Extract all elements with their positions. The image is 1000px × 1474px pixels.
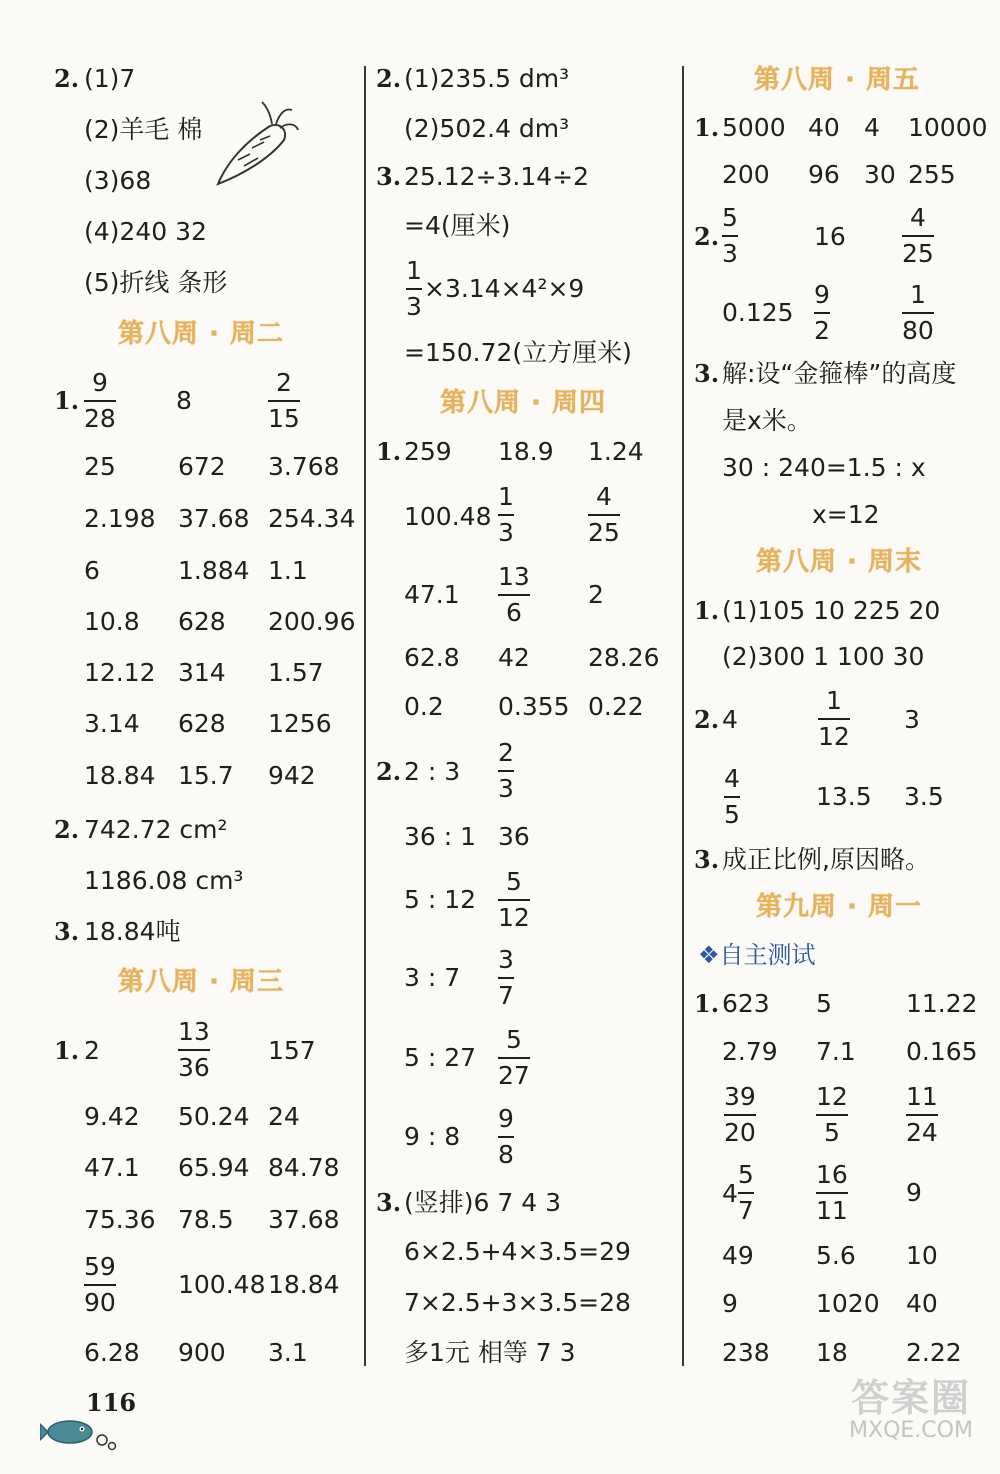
t1-r2-c2: 672 [178, 452, 226, 481]
c3-m1-row2-c1: 2.79 [722, 1037, 778, 1066]
c2-q2-line-a: (1)235.5 dm³ [404, 64, 570, 93]
frac-numerator: 4 [595, 482, 612, 511]
c3-e1-line-b: (2)300 1 100 30 [722, 642, 925, 671]
c3-f2-row2-frac3 [902, 280, 934, 346]
c2-q3-number: 3. [376, 162, 402, 191]
frac-denominator: 3 [498, 518, 514, 547]
c3-f1-row1-c1: 5000 [722, 113, 786, 142]
c3-m1-row4-c3: 9 [906, 1178, 922, 1207]
c3-e2-row1-c1: 4 [722, 705, 738, 734]
frac-numerator: 13 [498, 562, 530, 591]
c2-r1-row4-c2: 42 [498, 643, 530, 672]
t2-number: 2. [54, 815, 80, 844]
t3-number: 3. [54, 917, 80, 946]
c2-r2-row6-ratio: 9 : 8 [404, 1122, 461, 1151]
frac-numerator: 59 [84, 1252, 116, 1281]
c2-r1-row4-c3: 28.26 [588, 643, 660, 672]
c3-m1-row3-frac1 [724, 1082, 756, 1148]
frac-numerator: 13 [178, 1017, 210, 1046]
c3-f2-row1-c2: 16 [814, 222, 846, 251]
c3-f1-number: 1. [694, 113, 720, 142]
c3-m1-row7-c2: 18 [816, 1338, 848, 1367]
frac-denominator: 25 [588, 518, 620, 547]
frac-numerator: 12 [816, 1082, 848, 1111]
mixed-whole: 4 [722, 1178, 738, 1208]
c2-r1-number: 1. [376, 437, 402, 466]
w1-r2-c3: 24 [268, 1102, 300, 1131]
c2-r2-row2-ratio: 36 : 1 [404, 822, 477, 851]
c3-m1-row7-c1: 238 [722, 1338, 770, 1367]
watermark-url: MXQE.COM [849, 1418, 973, 1443]
c3-e2-row2-c3: 3.5 [904, 782, 944, 811]
c3-f3-line-d: x=12 [812, 500, 880, 529]
frac-numerator: 5 [737, 1160, 754, 1189]
w1-r2-c2: 50.24 [178, 1102, 250, 1131]
c3-f2-row1-frac3 [902, 203, 934, 269]
mixed-frac [738, 1160, 754, 1226]
c3-e3-number: 3. [694, 845, 720, 874]
c3-f1-row1-c3: 4 [864, 113, 880, 142]
frac-numerator: 1 [825, 686, 842, 715]
q2-line-5: (5)折线 条形 [84, 268, 228, 297]
w1-r3-c2: 65.94 [178, 1153, 250, 1182]
c2-r1-row5-c1: 0.2 [404, 692, 444, 721]
frac-denominator: 3 [406, 292, 422, 321]
frac-numerator: 11 [906, 1082, 938, 1111]
t1-r3-c3: 254.34 [268, 504, 356, 533]
t1-r5-c2: 628 [178, 607, 226, 636]
w1-r4-c3: 37.68 [268, 1205, 340, 1234]
frac-numerator: 1 [909, 280, 926, 309]
c3-e2-row2-c2: 13.5 [816, 782, 872, 811]
c2-r1-row2-c1: 100.48 [404, 502, 492, 531]
c2-r3-line-d: 多1元 相等 7 3 [404, 1338, 576, 1367]
frac-denominator: 27 [498, 1061, 530, 1090]
w1-r4-c2: 78.5 [178, 1205, 234, 1234]
watermark [826, 1378, 996, 1466]
c2-r3-number: 3. [376, 1188, 402, 1217]
c3-m1-row5-c2: 5.6 [816, 1241, 856, 1270]
c2-q3-line-d: =150.72(立方厘米) [404, 338, 632, 367]
t1-r6-c3: 1.57 [268, 658, 324, 687]
t1-r6-c1: 12.12 [84, 658, 156, 687]
c3-f1-row2-c4: 255 [908, 160, 956, 189]
frac-numerator: 5 [505, 1025, 522, 1054]
c3-f1-row1-c4: 10000 [908, 113, 988, 142]
frac-denominator: 5 [724, 800, 740, 829]
w1-r5-c2: 100.48 [178, 1270, 266, 1299]
c3-f3-line-b: 是x米。 [722, 406, 812, 435]
t1-r6-c2: 314 [178, 658, 226, 687]
c2-q3-line-c: ×3.14×4²×9 [424, 274, 585, 303]
t1-r3-c1: 2.198 [84, 504, 156, 533]
c3-m1-row6-c3: 40 [906, 1289, 938, 1318]
c3-f2-row2-c1: 0.125 [722, 298, 794, 327]
w1-r1-c1: 2 [84, 1036, 100, 1065]
c2-r1-row4-c1: 62.8 [404, 643, 460, 672]
c2-r1-row3-c3: 2 [588, 580, 604, 609]
c3-e2-row1-frac2 [818, 686, 850, 752]
c2-r1-row5-c3: 0.22 [588, 692, 644, 721]
t1-r4-c1: 6 [84, 556, 100, 585]
c3-f1-row2-c3: 30 [864, 160, 896, 189]
t1-r7-c2: 628 [178, 709, 226, 738]
frac-numerator: 2 [498, 738, 514, 767]
c3-m1-row6-c2: 1020 [816, 1289, 880, 1318]
t1-r4-c3: 1.1 [268, 556, 308, 585]
c2-r2-row1-ratio: 2 : 3 [404, 757, 461, 786]
c3-f1-row2-c2: 96 [808, 160, 840, 189]
t1-r5-c1: 10.8 [84, 607, 140, 636]
c3-m1-row2-c2: 7.1 [816, 1037, 856, 1066]
frac-numerator: 9 [91, 368, 108, 397]
c3-m1-row7-c3: 2.22 [906, 1338, 962, 1367]
frac-denominator: 15 [268, 404, 300, 433]
w1-r4-c1: 75.36 [84, 1205, 156, 1234]
frac-denominator: 36 [178, 1053, 210, 1082]
c3-f3-number: 3. [694, 359, 720, 388]
c3-m1-row5-c3: 10 [906, 1241, 938, 1270]
c2-q2-line-b: (2)502.4 dm³ [404, 114, 570, 143]
c3-e2-row1-c3: 3 [904, 705, 920, 734]
w1-number: 1. [54, 1036, 80, 1065]
heading-week8-wed: 第八周 · 周三 [118, 967, 284, 997]
c2-r1-row5-c2: 0.355 [498, 692, 570, 721]
heading-week9-mon: 第九周 · 周一 [756, 892, 922, 922]
frac-denominator: 7 [737, 1196, 754, 1225]
frac-numerator: 4 [724, 764, 740, 793]
c2-r2-row2-value: 36 [498, 822, 530, 851]
self-test-label: ❖自主测试 [698, 941, 816, 969]
c3-m1-row4-frac2 [816, 1160, 848, 1226]
c3-e1-line-a: (1)105 10 225 20 [722, 596, 941, 625]
t1-r4-c2: 1.884 [178, 556, 250, 585]
frac-denominator: 25 [902, 239, 934, 268]
t2-line-a: 742.72 cm² [84, 815, 228, 844]
frac-denominator: 28 [84, 404, 116, 433]
watermark-logo: 答案圈 [850, 1376, 971, 1420]
frac-numerator: 39 [724, 1082, 756, 1111]
c3-e3-line: 成正比例,原因略。 [722, 845, 930, 874]
q2-line-2: (2)羊毛 棉 [84, 115, 203, 144]
frac-numerator: 5 [722, 203, 738, 232]
c2-r3-line-c: 7×2.5+3×3.5=28 [404, 1288, 631, 1317]
c2-r1-row3-c1: 47.1 [404, 580, 460, 609]
c2-r2-row3-ratio: 5 : 12 [404, 885, 477, 914]
c3-e2-number: 2. [694, 705, 720, 734]
c3-f2-number: 2. [694, 222, 720, 251]
t1-r8-c2: 15.7 [178, 761, 234, 790]
c3-f2-row2-frac2 [814, 280, 830, 346]
c3-m1-row1-c3: 11.22 [906, 989, 978, 1018]
frac-numerator: 3 [498, 945, 514, 974]
c2-r2-number: 2. [376, 757, 402, 786]
frac-numerator: 16 [816, 1160, 848, 1189]
c2-r2-row5-ratio: 5 : 27 [404, 1043, 477, 1072]
c3-m1-row1-c1: 623 [722, 989, 770, 1018]
w1-r2-c1: 9.42 [84, 1102, 140, 1131]
t1-r3-c2: 37.68 [178, 504, 250, 533]
c3-m1-row3-frac2 [816, 1082, 848, 1148]
c3-e1-number: 1. [694, 596, 720, 625]
c2-q2-number: 2. [376, 64, 402, 93]
t1-r5-c3: 200.96 [268, 607, 356, 636]
w1-r1-c3: 157 [268, 1036, 316, 1065]
t1-r2-c3: 3.768 [268, 452, 340, 481]
c3-e2-row2-frac1 [724, 764, 740, 830]
t1-r1-c2: 8 [176, 386, 192, 415]
heading-week8-tue: 第八周 · 周二 [118, 319, 284, 349]
c3-f3-line-a: 解:设“金箍棒”的高度 [722, 359, 957, 388]
c2-r1-row1-c1: 259 [404, 437, 452, 466]
frac-numerator: 9 [814, 280, 830, 309]
c3-m1-row6-c1: 9 [722, 1289, 738, 1318]
c2-r1-row1-c3: 1.24 [588, 437, 644, 466]
c3-f1-row2-c1: 200 [722, 160, 770, 189]
c2-r1-row1-c2: 18.9 [498, 437, 554, 466]
frac-denominator: 3 [722, 239, 738, 268]
t1-r8-c3: 942 [268, 761, 316, 790]
w1-r6-c2: 900 [178, 1338, 226, 1367]
frac-denominator: 90 [84, 1288, 116, 1317]
c3-m1-row2-c3: 0.165 [906, 1037, 978, 1066]
c3-m1-row1-c2: 5 [816, 989, 832, 1018]
c2-r2-row4-ratio: 3 : 7 [404, 963, 461, 992]
frac-denominator: 8 [498, 1140, 514, 1169]
q2-line-3: (3)68 [84, 166, 152, 195]
c3-m1-row3-frac3 [906, 1082, 938, 1148]
t2-line-b: 1186.08 cm³ [84, 866, 244, 895]
t1-r2-c1: 25 [84, 452, 116, 481]
page-number: 116 [86, 1388, 137, 1417]
c3-f2-row1-frac1 [722, 203, 738, 269]
heading-week8-fri: 第八周 · 周五 [754, 65, 920, 95]
w1-r3-c1: 47.1 [84, 1153, 140, 1182]
t3-line: 18.84吨 [84, 917, 181, 946]
c2-q3-line-a: 25.12÷3.14÷2 [404, 162, 590, 191]
heading-week8-weekend: 第八周 · 周末 [756, 547, 922, 577]
frac-denominator: 3 [498, 774, 514, 803]
t1-r7-c1: 3.14 [84, 709, 140, 738]
frac-denominator: 20 [724, 1118, 756, 1147]
c3-m1-row5-c1: 49 [722, 1241, 754, 1270]
c2-r3-line-a: (竖排)6 7 4 3 [404, 1188, 561, 1217]
c3-f1-row1-c2: 40 [808, 113, 840, 142]
frac-denominator: 2 [814, 316, 830, 345]
q2-line-1: (1)7 [84, 64, 136, 93]
t1-r8-c1: 18.84 [84, 761, 156, 790]
frac-denominator: 7 [498, 981, 514, 1010]
frac-denominator: 12 [818, 722, 850, 751]
frac-numerator: 1 [406, 256, 422, 285]
frac-denominator: 80 [902, 316, 934, 345]
frac-numerator: 4 [909, 203, 926, 232]
c3-m1-row4-mixed [722, 1160, 754, 1226]
heading-week8-thu: 第八周 · 周四 [440, 388, 606, 418]
w1-r3-c3: 84.78 [268, 1153, 340, 1182]
w1-r6-c1: 6.28 [84, 1338, 140, 1367]
c2-r3-line-b: 6×2.5+4×3.5=29 [404, 1237, 631, 1266]
q2-line-4: (4)240 32 [84, 217, 207, 246]
frac-numerator: 9 [498, 1104, 514, 1133]
frac-numerator: 2 [275, 368, 292, 397]
c3-m1-number: 1. [694, 989, 720, 1018]
frac-numerator: 5 [505, 867, 522, 896]
frac-denominator: 6 [505, 598, 522, 627]
q2-number: 2. [54, 64, 80, 93]
frac-denominator: 24 [906, 1118, 938, 1147]
c2-q3-line-b: =4(厘米) [404, 211, 511, 240]
frac-denominator: 12 [498, 903, 530, 932]
frac-numerator: 1 [498, 482, 514, 511]
t1-r7-c3: 1256 [268, 709, 332, 738]
c3-f3-line-c: 30 : 240=1.5 : x [722, 453, 926, 482]
frac-denominator: 11 [816, 1196, 848, 1225]
w1-r6-c3: 3.1 [268, 1338, 308, 1367]
frac-denominator: 5 [823, 1118, 840, 1147]
w1-r5-c3: 18.84 [268, 1270, 340, 1299]
t1-number: 1. [54, 386, 80, 415]
